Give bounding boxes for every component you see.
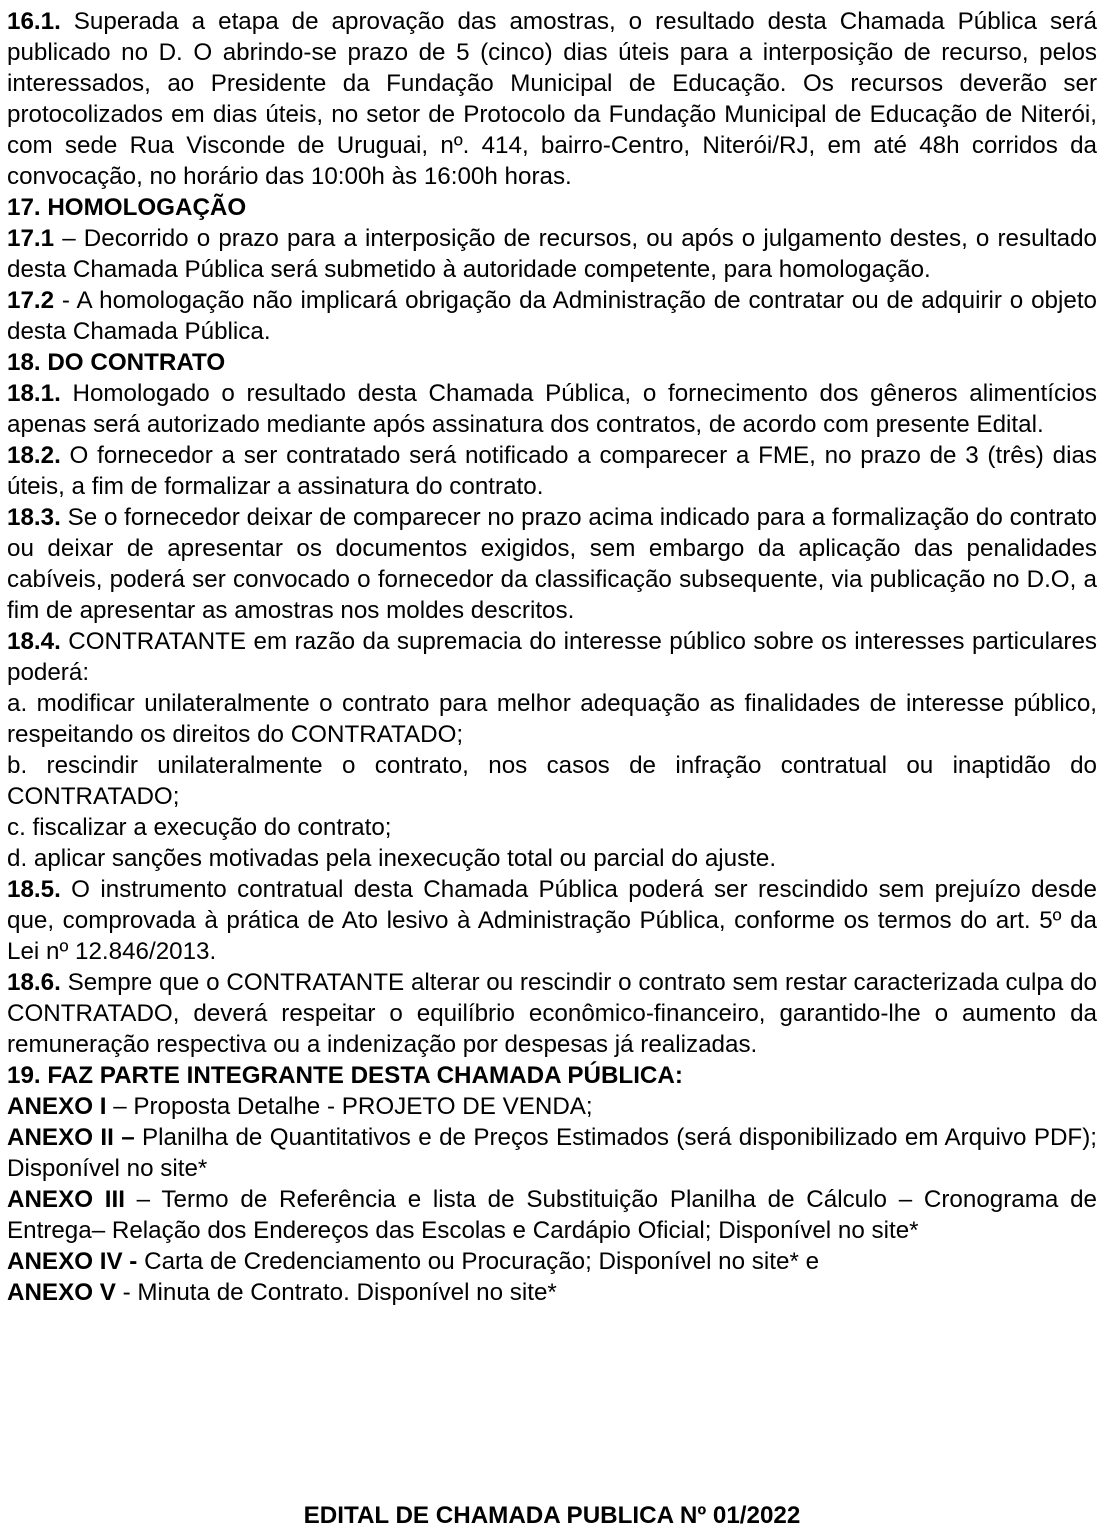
list-item-d: d. aplicar sanções motivadas pela inexecução total ou parcial do ajuste. (7, 845, 777, 872)
list-item-a: a. modificar unilateralmente o contrato para melhor adequação as finalidades de interesse público, respeitando os direitos do CONTRATADO; (7, 690, 1097, 748)
clause-text: – Decorrido o prazo para a interposição de recursos, ou após o julgamento destes, o resultado desta Chamada Pública será submetido à autoridade competente, para homologação. (7, 225, 1097, 283)
clause-number: 18.5. (7, 876, 61, 903)
annex-5 (7, 1277, 1097, 1308)
clause-number: 16.1. (7, 8, 61, 35)
annex-text: - Minuta de Contrato. Disponível no site* (115, 1279, 557, 1306)
clause-text: Homologado o resultado desta Chamada Pública, o fornecimento dos gêneros alimentícios apenas será autorizado mediante após assinatura dos contratos, de acordo com presente Edital. (7, 380, 1097, 438)
clause-text: CONTRATANTE em razão da supremacia do interesse público sobre os interesses particulares poderá: (7, 628, 1097, 686)
annex-4 (7, 1246, 1097, 1277)
annex-label: ANEXO V (7, 1279, 116, 1306)
annex-text: Carta de Credenciamento ou Procuração; Disponível no site* e (137, 1248, 820, 1275)
clause-number: 18.6. (7, 969, 61, 996)
clause-text: O instrumento contratual desta Chamada Pública poderá ser rescindido sem prejuízo desde que, comprovada à prática de Ato lesivo à Administração Pública, conforme os termos do art. 5º da Lei nº 12.846/2013. (7, 876, 1097, 965)
clause-number: 18.3. (7, 504, 61, 531)
clause-18-4 (7, 626, 1097, 688)
list-item-b: b. rescindir unilateralmente o contrato, nos casos de infração contratual ou inaptidão do CONTRATADO; (7, 752, 1097, 810)
annex-text: Planilha de Quantitativos e de Preços Estimados (será disponibilizado em Arquivo PDF); Disponível no site* (7, 1124, 1097, 1182)
clause-18-1 (7, 378, 1097, 440)
clause-18-5 (7, 874, 1097, 967)
section-heading-17: 17. HOMOLOGAÇÃO (7, 194, 247, 221)
list-item-c: c. fiscalizar a execução do contrato; (7, 814, 392, 841)
clause-17-1 (7, 223, 1097, 285)
clause-text: Sempre que o CONTRATANTE alterar ou rescindir o contrato sem restar caracterizada culpa do CONTRATADO, deverá respeitar o equilíbrio econômico-financeiro, garantido-lhe o aumento da remuneração respectiva ou a indenização por despesas já realizadas. (7, 969, 1097, 1058)
clause-number: 18.2. (7, 442, 61, 469)
annex-label: ANEXO II – (7, 1124, 135, 1151)
clause-text: - A homologação não implicará obrigação da Administração de contratar ou de adquirir o objeto desta Chamada Pública. (7, 287, 1097, 345)
annex-1 (7, 1091, 1097, 1122)
clause-number: 17.2 (7, 287, 55, 314)
page-footer: EDITAL DE CHAMADA PUBLICA Nº 01/2022 (303, 1502, 801, 1529)
annex-3 (7, 1184, 1097, 1246)
clause-18-2 (7, 440, 1097, 502)
clause-number: 18.1. (7, 380, 61, 407)
section-heading-18: 18. DO CONTRATO (7, 349, 226, 376)
clause-18-3 (7, 502, 1097, 626)
annex-label: ANEXO IV - (7, 1248, 138, 1275)
annex-label: ANEXO I (7, 1093, 107, 1120)
clause-16-1 (7, 6, 1097, 192)
clause-17-2 (7, 285, 1097, 347)
clause-text: Superada a etapa de aprovação das amostras, o resultado desta Chamada Pública será publicado no D. O abrindo-se prazo de 5 (cinco) dias úteis para a interposição de recurso, pelos interessados, ao Presidente da Fundação Municipal de Educação. Os recursos deverão ser protocolizados em dias úteis, no setor de Protocolo da Fundação Municipal de Educação de Niterói, com sede Rua Visconde de Uruguai, nº. 414, bairro-Centro, Niterói/RJ, em até 48h corridos da convocação, no horário das 10:00h às 16:00h horas. (7, 8, 1097, 190)
clause-text: O fornecedor a ser contratado será notificado a comparecer a FME, no prazo de 3 (três) dias úteis, a fim de formalizar a assinatura do contrato. (7, 442, 1097, 500)
annex-label: ANEXO III (7, 1186, 125, 1213)
section-heading-19: 19. FAZ PARTE INTEGRANTE DESTA CHAMADA PÚBLICA: (7, 1062, 683, 1089)
document-body (7, 6, 1097, 1308)
annex-text: – Termo de Referência e lista de Substituição Planilha de Cálculo – Cronograma de Entrega– Relação dos Endereços das Escolas e Cardápio Oficial; Disponível no site* (7, 1186, 1097, 1244)
annex-2 (7, 1122, 1097, 1184)
clause-18-6 (7, 967, 1097, 1060)
clause-number: 17.1 (7, 225, 55, 252)
annex-text: – Proposta Detalhe - PROJETO DE VENDA; (106, 1093, 593, 1120)
clause-text: Se o fornecedor deixar de comparecer no prazo acima indicado para a formalização do contrato ou deixar de apresentar os documentos exigidos, sem embargo da aplicação das penalidades cabíveis, poderá ser convocado o fornecedor da classificação subsequente, via publicação no D.O, a fim de apresentar as amostras nos moldes descritos. (7, 504, 1097, 624)
clause-number: 18.4. (7, 628, 61, 655)
